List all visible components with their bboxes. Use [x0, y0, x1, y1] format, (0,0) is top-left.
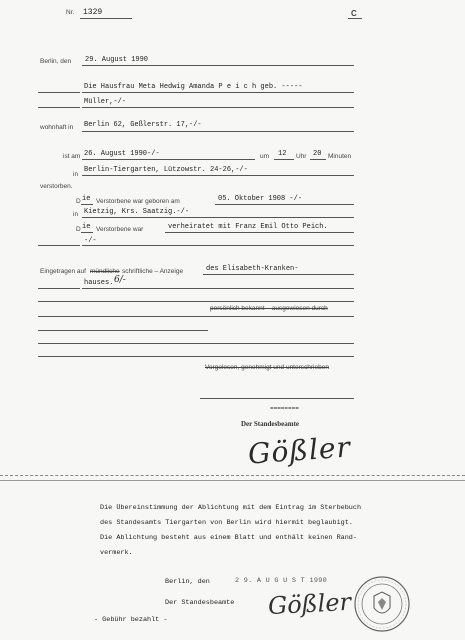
registrar-signature: Gößler: [246, 430, 352, 471]
registration-underline-2: [82, 288, 354, 289]
maiden-name: Müller,-/-: [84, 98, 127, 106]
number-label: Nr.: [66, 9, 75, 16]
death-date-underline: [82, 159, 255, 160]
fee-paid-note: - Gebühr bezahlt -: [94, 616, 168, 624]
hour-underline: [274, 159, 294, 160]
birth-place-underline: [82, 217, 354, 218]
certification-line-4: vermerk.: [100, 549, 133, 557]
blank-line: [38, 301, 354, 302]
birth-text: Verstorbene war geboren am: [96, 198, 180, 205]
blank-line: [38, 288, 80, 289]
place-date-label: Berlin, den: [40, 58, 72, 65]
marital-status-end: -/-: [84, 237, 97, 245]
time-label: um: [260, 153, 270, 160]
blank-line: [38, 356, 354, 357]
certification-line-2: des Standesamts Tiergarten von Berlin wird hiermit beglaubigt.: [100, 519, 353, 527]
birth-date-underline: [215, 204, 354, 205]
marriage-article-prefix: D: [76, 226, 81, 233]
death-place: Berlin-Tiergarten, Lützowstr. 24-26,-/-: [84, 166, 248, 174]
blank-line: [38, 92, 80, 93]
equals-separator: ========: [270, 405, 299, 412]
birth-place: Kietzig, Krs. Saatzig.-/-: [84, 208, 190, 216]
residence-label: wohnhaft in: [40, 124, 74, 131]
form-letter: C: [351, 9, 357, 18]
identity-clause-struck: persönlich bekannt – ausgewiesen durch: [210, 305, 328, 312]
registrar-title: Der Standesbeamte: [241, 420, 300, 428]
certification-place: Berlin, den: [165, 578, 210, 586]
blank-line: [38, 245, 80, 246]
blank-line: [38, 330, 208, 331]
marriage-underline: [165, 232, 354, 233]
letter-underline: [348, 18, 362, 19]
marriage-underline-2: [82, 245, 354, 246]
official-seal-icon: [352, 574, 412, 634]
hour-label: Uhr: [296, 153, 307, 160]
death-place-underline: [82, 175, 354, 176]
register-number: 1329: [83, 8, 103, 17]
marital-status: verheiratet mit Franz Emil Otto Peich.: [168, 223, 328, 231]
oral-option-struck: mündliche: [90, 268, 120, 275]
written-notice-label: schriftliche – Anzeige: [122, 268, 184, 275]
birth-date: 05. Oktober 1908 -/-: [218, 195, 303, 203]
birth-place-label: in: [73, 211, 79, 218]
certification-signature: Gößler: [267, 587, 352, 621]
date-underline: [82, 65, 354, 66]
minutes-underline: [310, 159, 326, 160]
blank-line: [38, 316, 354, 317]
death-place-label: in: [73, 171, 79, 178]
death-hour: 12: [278, 150, 287, 158]
person-description: Die Hausfrau Meta Hedwig Amanda P e i c h geb. -----: [84, 83, 303, 91]
marriage-text: Verstorbene war: [96, 226, 144, 233]
person-underline-2: [82, 107, 354, 108]
certification-line-3: Die Ablichtung besteht aus einem Blatt und enthält keinen Rand-: [100, 534, 357, 542]
certification-border: [0, 475, 465, 476]
certification-line-1: Die Übereinstimmung der Ablichtung mit dem Eintrag im Sterbebuch: [100, 504, 362, 512]
residence-underline: [82, 131, 354, 132]
registration-label: Eingetragen auf: [40, 268, 86, 275]
birth-article-fill: ie: [82, 195, 91, 203]
article-underline: [81, 232, 93, 233]
birth-article-prefix: D: [76, 198, 81, 205]
residence-value: Berlin 62, Geßlerstr. 17,-/-: [84, 121, 202, 129]
minutes-label: Minuten: [328, 153, 352, 160]
death-date-label: ist am: [63, 153, 81, 160]
handwritten-mark: 6/-: [114, 275, 126, 285]
marriage-article-fill: ie: [82, 223, 91, 231]
death-date: 26. August 1990-/-: [84, 150, 160, 158]
certification-border: [0, 480, 465, 481]
notifier-end: hauses.: [84, 279, 114, 287]
deceased-label: verstorben.: [40, 183, 73, 190]
certification-stamp-date: 2 9. A U G U S T 1990: [235, 577, 327, 585]
blank-line: [38, 343, 354, 344]
article-underline: [81, 204, 93, 205]
registration-underline: [203, 274, 354, 275]
read-approved-struck: Vorgelesen, genehmigt und unterschrieben: [205, 364, 329, 371]
notifier: des Elisabeth-Kranken-: [206, 265, 299, 273]
document-date: 29. August 1990: [85, 56, 149, 64]
signature-line: [200, 398, 354, 399]
blank-line: [38, 107, 80, 108]
certification-official: Der Standesbeamte: [165, 599, 235, 607]
death-minutes: 20: [313, 150, 322, 158]
person-underline-1: [82, 92, 354, 93]
number-underline: [80, 18, 132, 19]
